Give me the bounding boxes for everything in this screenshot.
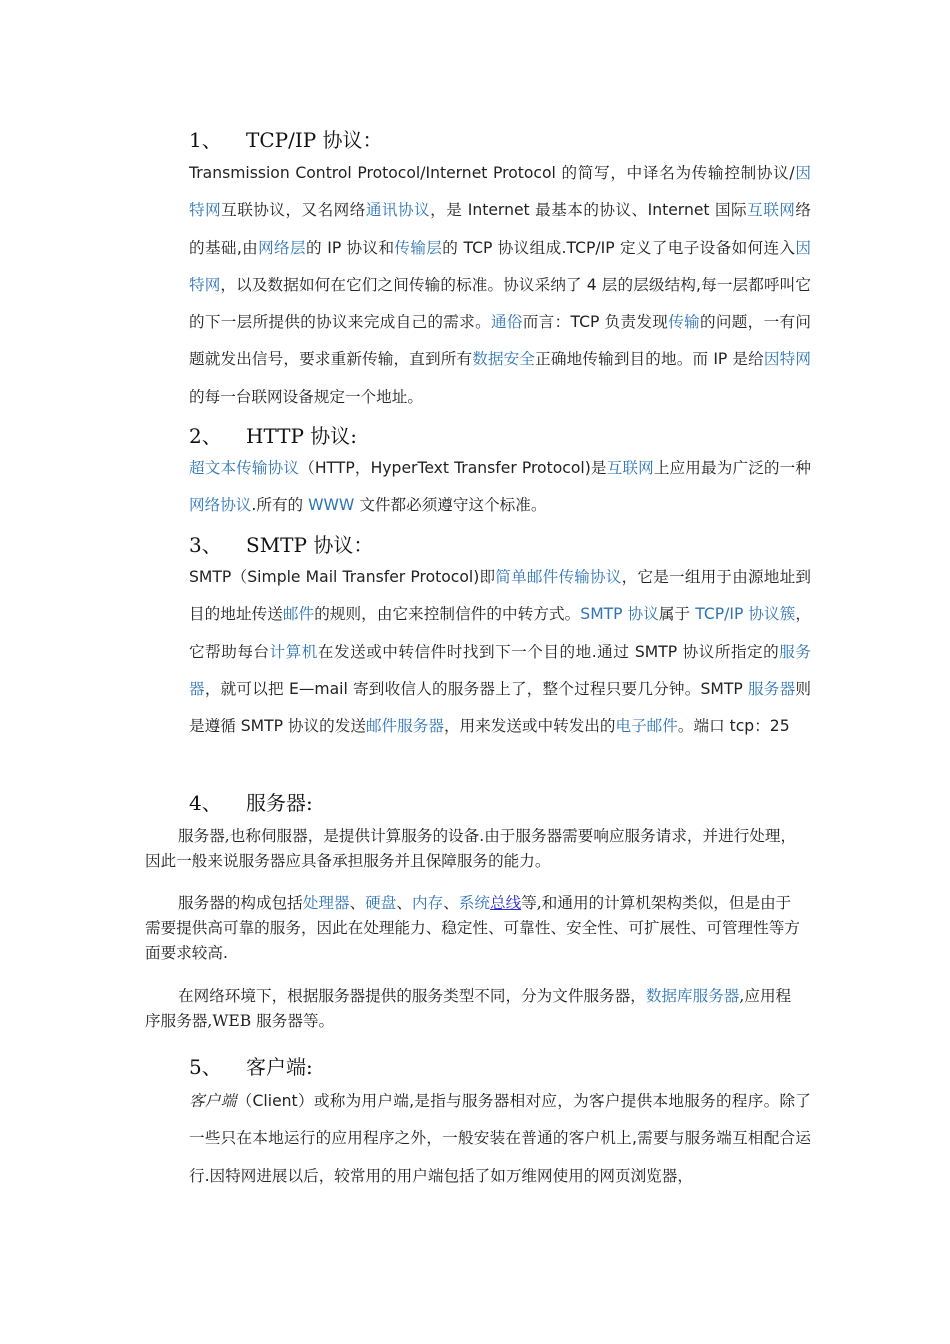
inline-link[interactable]: 服务器 — [189, 642, 811, 698]
text-run: ，用来发送或中转发出的 — [443, 717, 616, 736]
paragraph-server-definition — [145, 824, 805, 874]
section-title: SMTP 协议： — [246, 533, 374, 557]
section-title: HTTP 协议: — [246, 424, 358, 448]
inline-link[interactable]: 邮件服务器 — [365, 717, 444, 736]
text-run: ，以及数据如何在它们之间传输的标准。协议采纳了 4 层的层级结构,每一层都呼叫它的下一层所提供的协议来完成自己的需求。 — [189, 275, 811, 332]
section-number: 2、 — [189, 424, 222, 448]
text-run: 而言：TCP 负责发现 — [522, 313, 669, 332]
section-title: 客户端: — [246, 1055, 313, 1079]
paragraph-server-types — [145, 984, 805, 1034]
text-run: 的 TCP 协议组成.TCP/IP 定义了电子设备如何连入 — [442, 238, 796, 257]
text-run: 、 — [349, 894, 366, 912]
text-run: 则是遵循 SMTP 协议的发送 — [189, 679, 811, 736]
section-heading-server — [189, 787, 313, 816]
inline-link[interactable]: 因特网 — [189, 238, 811, 294]
inline-link[interactable]: 因特网 — [763, 350, 811, 369]
inline-link[interactable]: 网络协议 — [189, 496, 252, 515]
section-title: 服务器: — [246, 791, 313, 815]
inline-link[interactable]: 系统 — [458, 894, 490, 912]
inline-link[interactable]: 邮件 — [282, 605, 315, 624]
paragraph-smtp — [189, 559, 811, 745]
text-run: 在网络环境下，根据服务器提供的服务类型不同，分为文件服务器， — [178, 987, 646, 1005]
inline-link[interactable]: TCP/IP 协议簇 — [695, 605, 796, 624]
text-run: 互联协议，又名网络 — [221, 201, 366, 220]
section-number: 1、 — [189, 128, 222, 152]
text-run: 的问题，一有问题就发出信号，要求重新传输，直到所有 — [189, 313, 811, 369]
paragraph-server-components — [145, 891, 805, 966]
inline-link[interactable]: 简单邮件传输协议 — [495, 568, 622, 586]
inline-link[interactable]: 内存 — [411, 894, 444, 912]
text-run: ，就可以把 E—mail 寄到收信人的服务器上了，整个过程只要几分钟。SMTP — [204, 679, 748, 698]
text-run: 络的基础,由 — [189, 201, 811, 257]
text-run: 的每一台联网设备规定一个地址。 — [189, 387, 423, 406]
text-run: SMTP（Simple Mail Transfer Protocol)即 — [189, 568, 496, 586]
section-heading-http — [189, 420, 357, 449]
text-run: ,应用程序服务器,WEB 服务器等。 — [145, 987, 792, 1030]
inline-link[interactable]: 传输层 — [394, 238, 443, 257]
text-run: 服务器的构成包括 — [178, 894, 303, 912]
text-run: 、 — [443, 894, 459, 912]
inline-link[interactable]: 硬盘 — [365, 894, 397, 912]
inline-link[interactable]: 电子邮件 — [615, 717, 678, 736]
section-heading-tcpip — [189, 124, 383, 153]
inline-link[interactable]: 互联网 — [606, 459, 654, 477]
text-run: 。端口 tcp：25 — [677, 717, 790, 736]
text-run: 正确地传输到目的地。而 IP 是给 — [535, 350, 764, 369]
inline-link[interactable]: SMTP 协议 — [580, 605, 659, 624]
text-run: （Client）或称为用户端,是指与服务器相对应，为客户提供本地服务的程序。除了一些只在本地运行的应用程序之外，一般安装在普通的客户机上,需要与服务端互相配合运行.因特网进展以后，较常用的用户端包括了如万维网使用的网页浏览器， — [189, 1092, 811, 1185]
inline-link[interactable]: 互联网 — [747, 201, 796, 220]
inline-link[interactable]: 通讯协议 — [365, 201, 431, 220]
paragraph-http — [189, 450, 811, 525]
inline-link[interactable]: 数据安全 — [472, 350, 536, 369]
text-run: 等,和通用的计算机架构类似，但是由于需要提供高可靠的服务，因此在处理能力、稳定性、可靠性、安全性、可扩展性、可管理性等方面要求较高. — [145, 894, 800, 962]
text-run: 文件都必须遵守这个标准。 — [354, 496, 547, 515]
section-number: 4、 — [189, 791, 222, 815]
inline-link-underlined[interactable]: 总线 — [490, 894, 522, 912]
section-number: 5、 — [189, 1055, 222, 1079]
text-run: 的规则，由它来控制信件的中转方式。 — [314, 605, 581, 624]
section-heading-smtp — [189, 529, 373, 558]
text-run: 的 IP 协议和 — [305, 238, 395, 257]
section-number: 3、 — [189, 533, 222, 557]
inline-link[interactable]: 超文本传输协议 — [189, 459, 300, 477]
text-run: ，它是一组用于由源地址到目的地址传送 — [189, 568, 811, 624]
section-heading-client — [189, 1051, 313, 1080]
text-run: 、 — [396, 894, 412, 912]
text-run: （HTTP，HyperText Transfer Protocol)是 — [299, 459, 607, 477]
inline-link[interactable]: 数据库服务器 — [645, 987, 740, 1005]
text-run: .所有的 — [251, 496, 309, 515]
text-run: Transmission Control Protocol/Internet Protocol 的简写，中译名为传输控制协议/ — [189, 164, 795, 182]
inline-link[interactable]: 网络层 — [258, 238, 306, 257]
text-run: 在发送或中转信件时找到下一个目的地.通过 SMTP 协议所指定的 — [317, 642, 780, 661]
inline-link[interactable]: 计算机 — [269, 642, 318, 661]
paragraph-client — [189, 1083, 811, 1195]
inline-link[interactable]: 因特网 — [189, 164, 811, 220]
paragraph-tcpip — [189, 155, 811, 416]
text-run: ，是 Internet 最基本的协议、Internet 国际 — [430, 201, 748, 220]
inline-link[interactable]: 处理器 — [302, 894, 350, 912]
text-run: 上应用最为广泛的一种 — [653, 459, 811, 477]
inline-link[interactable]: 通俗 — [490, 313, 523, 332]
text-run: 属于 — [658, 605, 696, 624]
italic-term: 客户端 — [189, 1092, 237, 1110]
inline-link[interactable]: 传输 — [668, 313, 700, 332]
inline-link[interactable]: 服务器 — [747, 679, 796, 698]
text-run: ，它帮助每台 — [189, 605, 811, 661]
section-title: TCP/IP 协议： — [246, 128, 383, 152]
inline-link[interactable]: WWW — [308, 496, 355, 515]
text-run: 服务器,也称伺服器，是提供计算服务的设备.由于服务器需要响应服务请求，并进行处理，因此一般来说服务器应具备承担服务并且保障服务的能力。 — [145, 827, 797, 870]
